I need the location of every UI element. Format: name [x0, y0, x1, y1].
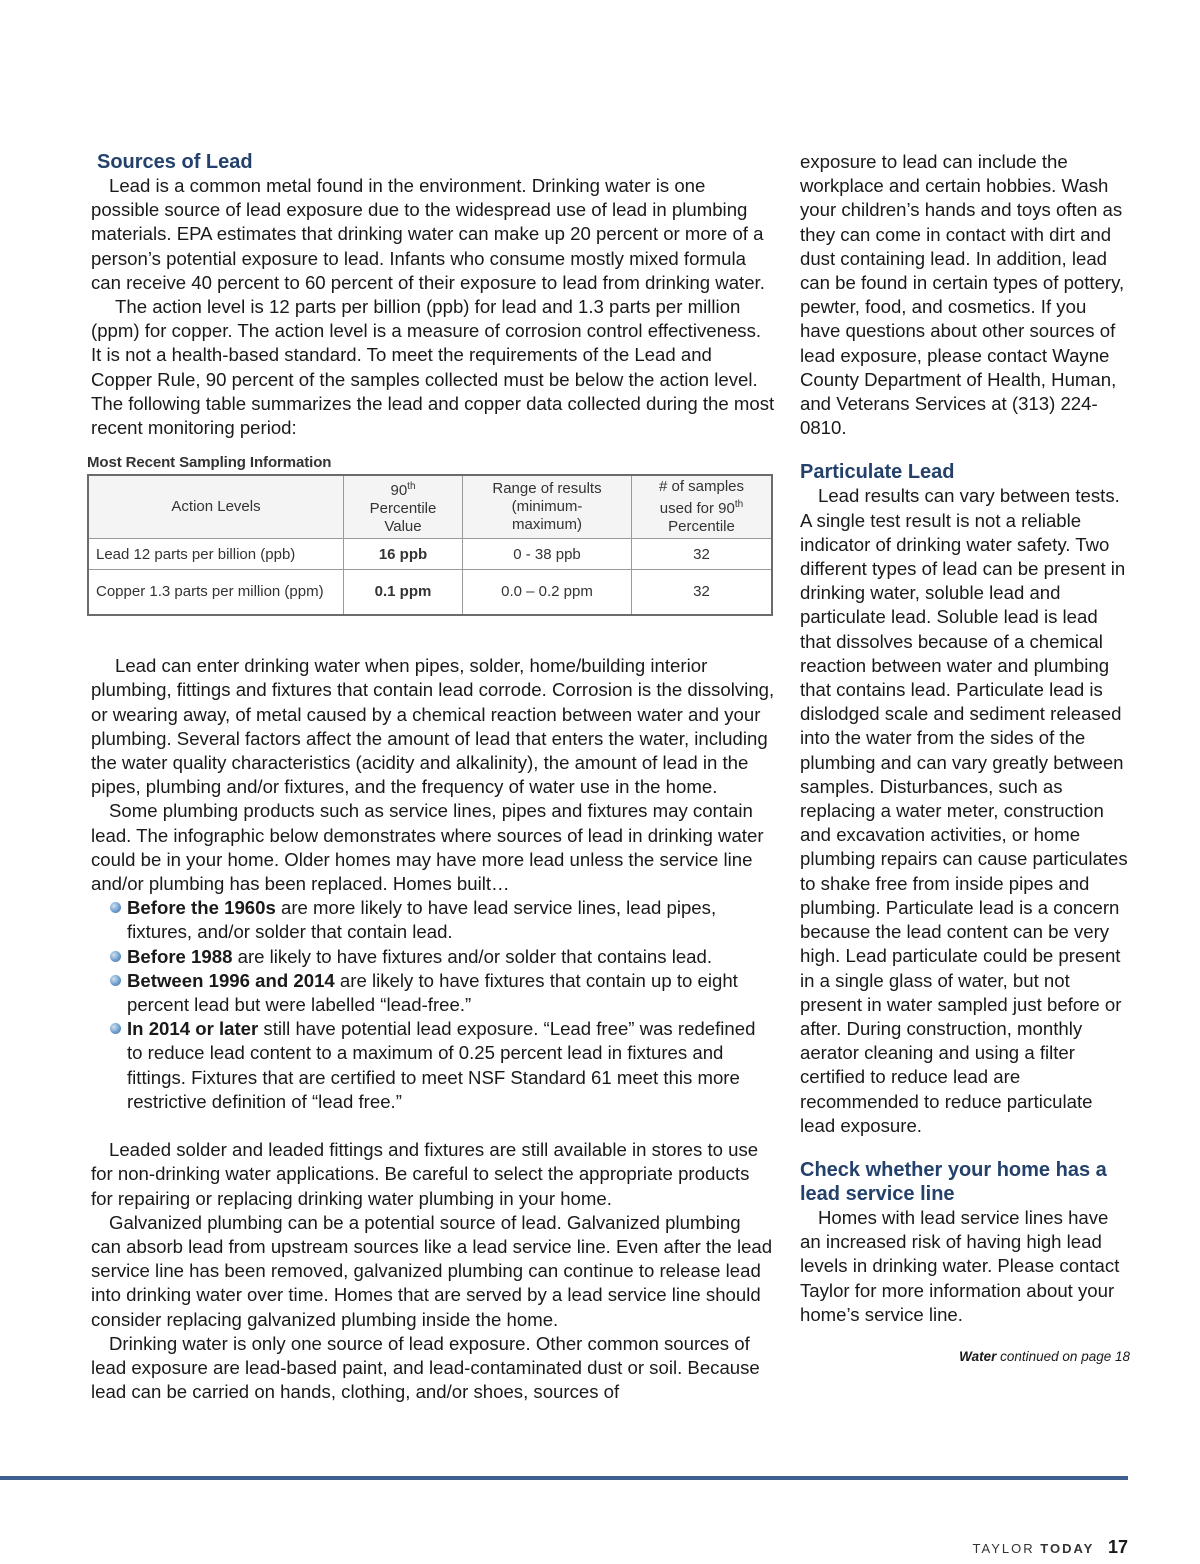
- header-sup: th: [734, 499, 744, 511]
- list-item: [127, 1017, 775, 1114]
- table-row: [88, 539, 772, 570]
- row-value: 0.1 ppm: [344, 570, 463, 616]
- header-text: maximum): [512, 516, 582, 534]
- continued-note: [800, 1349, 1130, 1364]
- paragraph: Some plumbing products such as service lines, pipes and fixtures may contain lead. The infographic below demonstrates where sources of lead in drinking water could be in your home. Older homes may have more lead unless the service line and/or plumbing has been replaced. Homes built…: [91, 800, 764, 895]
- paragraph: Homes with lead service lines have an increased risk of having high lead levels in drinking water. Please contact Taylor for more information about your home’s service line.: [800, 1206, 1120, 1325]
- heading-sources-of-lead: Sources of Lead: [97, 151, 253, 173]
- header-action-levels: Action Levels: [88, 475, 344, 539]
- right-column: [800, 150, 1130, 1364]
- bullet-icon: [110, 902, 121, 913]
- sampling-table: [87, 474, 773, 616]
- bullet-bold: Before 1988: [127, 945, 233, 967]
- row-samples: 32: [632, 570, 773, 616]
- bullet-text: are more likely to have lead service lines, lead pipes, fixtures, and/or solder that contain lead.: [127, 897, 717, 943]
- bullet-bold: Between 1996 and 2014: [127, 969, 335, 991]
- header-sup: th: [407, 481, 416, 493]
- footer-brand: TAYLOR: [972, 1541, 1035, 1556]
- footer-brand-bold: TODAY: [1040, 1541, 1095, 1556]
- list-item: [127, 969, 775, 1017]
- page-number: 17: [1107, 1537, 1128, 1557]
- header-text: Percentile: [369, 500, 437, 518]
- bullet-bold: Before the 1960s: [127, 897, 276, 919]
- paragraph: The action level is 12 parts per billion (ppb) for lead and 1.3 parts per million (ppm) for copper. The action level is a measure of corrosion control effectiveness. It is not a health-based standard. To meet the requirements of the Lead and Copper Rule, 90 percent of the samples collected must be below the action level. The following table summarizes the lead and copper data collected during the most recent monitoring period:: [91, 296, 775, 439]
- continued-text: continued on page 18: [996, 1348, 1130, 1364]
- bullet-list: [91, 896, 775, 1114]
- bullet-icon: [110, 951, 121, 962]
- bullet-text: are likely to have fixtures that contain up to eight percent lead but were labelled “lead-free.”: [127, 969, 738, 1016]
- header-text: 90: [390, 482, 408, 500]
- paragraph: Lead can enter drinking water when pipes, solder, home/building interior plumbing, fittings and fixtures that contain lead corrode. Corrosion is the dissolving, or wearing away, of metal caused by a chemical reaction between water and your plumbing. Several factors affect the amount of lead that enters the water, including the water quality characteristics (acidity and alkalinity), the amount of lead in the pipes, plumbing and/or fixtures, and the frequency of water use in the home.: [91, 655, 775, 798]
- header-text: used for 90: [659, 500, 735, 518]
- paragraph: Lead results can vary between tests. A single test result is not a reliable indicator of drinking water safety. Two different types of lead can be present in drinking water, soluble lead and particulate lead. Soluble lead is lead that dissolves because of a chemical reaction between water and plumbing that contains lead. Particulate lead is dislodged scale and sediment released into the water from the sides of the plumbing and can vary greatly between samples. Disturbances, such as replacing a water meter, construction and excavation activities, or home plumbing repairs can cause particulates to shake free from inside pipes and plumbing. Particulate lead is a concern because the lead content can be very high. Lead particulate could be present in a single glass of water, but not present in water sampled just before or after. During construction, monthly aerator cleaning and using a filter certified to reduce lead are recommended to reduce particulate lead exposure.: [800, 485, 1128, 1136]
- header-text: Value: [384, 518, 422, 536]
- paragraph: Lead is a common metal found in the environment. Drinking water is one possible source of lead exposure due to the widespread use of lead in plumbing materials. EPA estimates that drinking water can make up 20 percent or more of a person’s potential exposure to lead. Infants who consume mostly mixed formula can receive 40 percent to 60 percent of their exposure to lead from drinking water.: [91, 175, 765, 293]
- bullet-text: still have potential lead exposure. “Lead free” was redefined to reduce lead content to a maximum of 0.25 percent lead in fixtures and fittings. Fixtures that are certified to meet NSF Standard 61 meet this more restrictive definition of “lead free.”: [127, 1018, 756, 1112]
- bullet-icon: [110, 1023, 121, 1034]
- row-range: 0 - 38 ppb: [463, 539, 632, 570]
- row-samples: 32: [632, 539, 773, 570]
- heading-check-service-line: Check whether your home has a lead service line: [800, 1158, 1107, 1205]
- continued-bold: Water: [959, 1348, 997, 1364]
- list-item: [127, 945, 775, 969]
- header-90th-percentile: [344, 475, 463, 539]
- header-text: Percentile: [668, 518, 735, 536]
- row-value: 16 ppb: [344, 539, 463, 570]
- page-footer: [973, 1537, 1128, 1558]
- paragraph: exposure to lead can include the workplace and certain hobbies. Wash your children’s hands and toys often as they can come in contact with dirt and dust containing lead. In addition, lead can be found in certain types of pottery, pewter, food, and cosmetics. If you have questions about other sources of lead exposure, please contact Wayne County Department of Health, Human, and Veterans Services at (313) 224-0810.: [800, 151, 1125, 439]
- paragraph: Drinking water is only one source of lead exposure. Other common sources of lead exposure are lead-based paint, and lead-contaminated dust or soil. Because lead can be carried on hands, clothing, and/or shoes, sources of: [91, 1332, 760, 1403]
- bullet-text: are likely to have fixtures and/or solder that contains lead.: [232, 945, 713, 967]
- table-title: Most Recent Sampling Information: [87, 454, 332, 472]
- table-row: [88, 570, 772, 616]
- table-header-row: [88, 475, 772, 539]
- header-text: (minimum-: [511, 498, 583, 516]
- bullet-bold: In 2014 or later: [127, 1018, 259, 1040]
- footer-rule: [0, 1476, 1128, 1480]
- header-range: [463, 475, 632, 539]
- row-range: 0.0 – 0.2 ppm: [463, 570, 632, 616]
- header-text: # of samples: [658, 478, 745, 496]
- list-item: [127, 896, 775, 944]
- paragraph: Leaded solder and leaded fittings and fixtures are still available in stores to use for non-drinking water applications. Be careful to select the appropriate products for repairing or replacing drinking water plumbing in your home.: [91, 1139, 759, 1209]
- row-label: Lead 12 parts per billion (ppb): [88, 539, 344, 570]
- row-label: Copper 1.3 parts per million (ppm): [88, 570, 344, 616]
- bullet-icon: [110, 975, 121, 986]
- paragraph: Galvanized plumbing can be a potential source of lead. Galvanized plumbing can absorb lead from upstream sources like a lead service line. Even after the lead service line has been removed, galvanized plumbing can continue to release lead into drinking water over time. Homes that are served by a lead service line should consider replacing galvanized plumbing inside the home.: [91, 1211, 773, 1330]
- header-samples: [632, 475, 773, 539]
- heading-particulate-lead: Particulate Lead: [800, 461, 955, 484]
- left-column: [87, 150, 775, 1404]
- header-text: Range of results: [492, 480, 602, 498]
